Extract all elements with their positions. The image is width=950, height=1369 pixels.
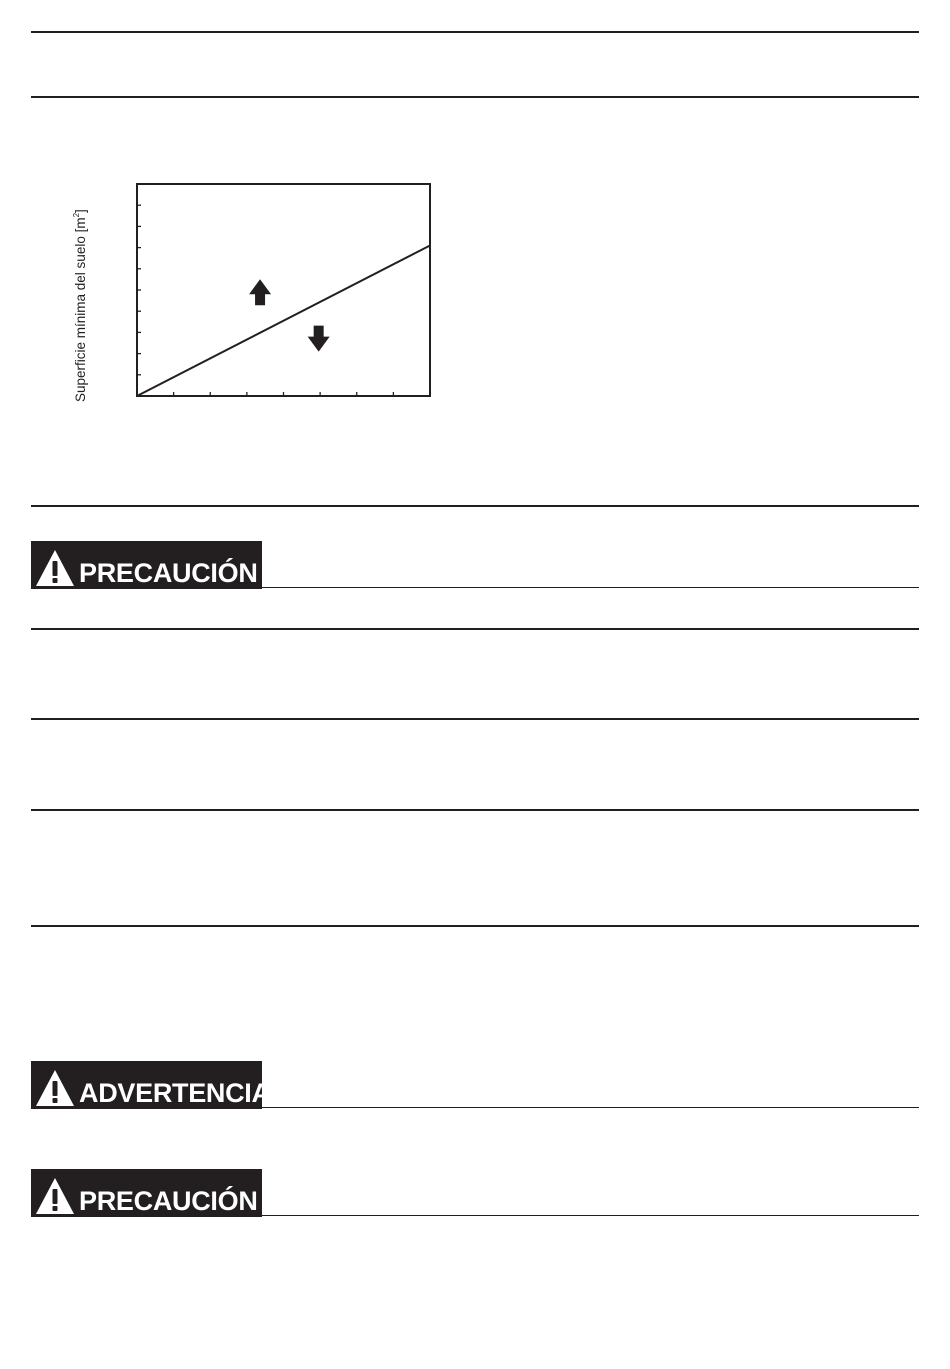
warning-triangle-icon: [35, 1176, 75, 1216]
caution-label-1: PRECAUCIÓN: [79, 558, 258, 588]
chart-y-axis-label-text: Superficie mínima del suelo [m: [73, 217, 88, 402]
divider-2: [31, 96, 919, 98]
divider-5: [31, 718, 919, 720]
divider-1: [31, 31, 919, 33]
warning-label: ADVERTENCIA: [79, 1078, 271, 1108]
caution-banner-1: [31, 541, 262, 589]
divider-7: [31, 925, 919, 927]
warning-triangle-icon: [35, 1068, 75, 1108]
divider-4: [31, 628, 919, 630]
warning-banner: [31, 1061, 271, 1109]
arrow-up-icon: [249, 279, 271, 305]
warning-triangle-icon: [35, 548, 75, 588]
chart-plot-frame: [137, 184, 430, 396]
chart-series-line: [137, 245, 430, 396]
chart-y-axis-label: [72, 209, 88, 402]
caution-label-2: PRECAUCIÓN: [79, 1186, 258, 1216]
chart-y-axis-label-close: ]: [73, 209, 88, 213]
caution-underline-1: [31, 587, 919, 588]
divider-6: [31, 809, 919, 811]
warning-underline: [31, 1107, 919, 1108]
caution-underline-2: [31, 1215, 919, 1216]
floor-area-chart: [120, 170, 440, 410]
arrow-down-icon: [308, 326, 330, 352]
chart-y-axis-label-superscript: 2: [72, 212, 81, 218]
caution-banner-2: [31, 1169, 262, 1217]
divider-3: [31, 505, 919, 507]
